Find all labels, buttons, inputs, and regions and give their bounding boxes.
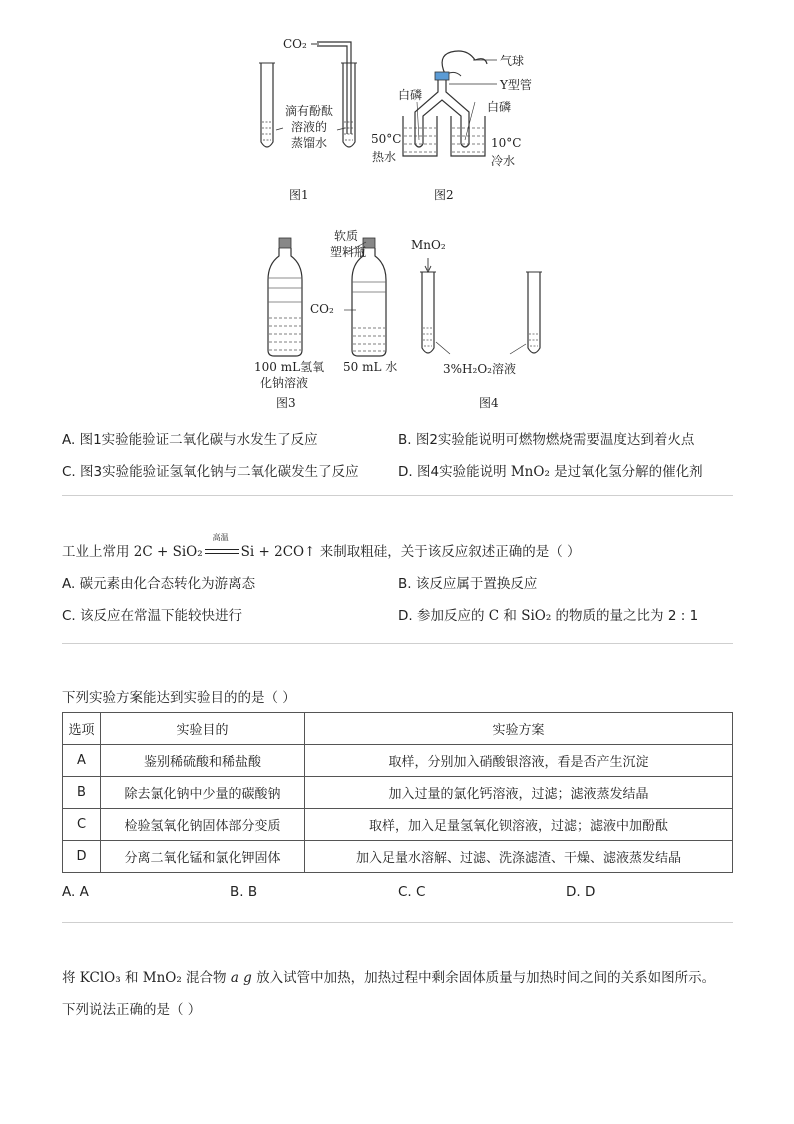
fig4-solution-label: 3%H₂O₂溶液 xyxy=(443,362,516,376)
q2-option-d-c: C xyxy=(488,608,500,624)
fig1-liquid-label-3: 蒸馏水 xyxy=(291,136,328,150)
q2-condition: 高温 xyxy=(212,533,229,542)
q4-mass: a g xyxy=(230,970,252,986)
figure-4-diagram xyxy=(410,250,560,360)
q2-equation-right: Si + 2CO↑ xyxy=(240,544,316,560)
row-option: B xyxy=(63,777,101,809)
q2-stem xyxy=(62,533,581,560)
fig2-right-temp: 10°C xyxy=(491,136,522,150)
table-row xyxy=(63,745,733,777)
header-purpose: 实验目的 xyxy=(101,713,305,745)
row-option: A xyxy=(63,745,101,777)
q4-kclo3: KClO₃ xyxy=(79,970,121,986)
q4-mno2: MnO₂ xyxy=(142,970,182,986)
q2-option-d-suffix: 的物质的量之比为 2 : 1 xyxy=(551,608,699,624)
row-purpose: 鉴别稀硫酸和稀盐酸 xyxy=(101,745,305,777)
fig3-left-liquid-2: 化钠溶液 xyxy=(260,376,309,390)
row-plan: 取样，加入足量氢氧化钡溶液，过滤；滤液中加酚酞 xyxy=(305,809,733,841)
q4-stem-line-1 xyxy=(62,966,715,986)
q4-suffix: 放入试管中加热，加热过程中剩余固体质量与加热时间之间的关系如图所示。 xyxy=(251,970,716,986)
fig4-mno2-label: MnO₂ xyxy=(411,238,446,252)
q1-option-a[interactable]: A. 图1实验能验证二氧化碳与水发生了反应 xyxy=(62,432,318,448)
q2-reaction-arrow xyxy=(205,533,239,558)
row-purpose: 除去氯化钠中少量的碳酸钠 xyxy=(101,777,305,809)
divider-2 xyxy=(62,643,733,644)
row-purpose: 检验氢氧化钠固体部分变质 xyxy=(101,809,305,841)
fig4-caption: 图4 xyxy=(479,396,499,410)
fig3-co2-label: CO₂ xyxy=(310,302,334,316)
fig3-right-liquid: 50 mL 水 xyxy=(343,360,398,374)
fig1-liquid-label-1: 滴有酚酞 xyxy=(285,104,334,118)
fig2-left-temp: 50°C xyxy=(371,132,402,146)
q1-option-b[interactable]: B. 图2实验能说明可燃物燃烧需要温度达到着火点 xyxy=(398,432,695,448)
q2-equals-lines xyxy=(205,549,239,554)
fig2-balloon-label: 气球 xyxy=(500,54,525,68)
fig2-caption: 图2 xyxy=(434,188,454,202)
q3-option-b[interactable]: B. B xyxy=(230,884,258,900)
q1-option-d-prefix: D. 图4实验能说明 xyxy=(398,464,511,480)
q2-stem-suffix: 来制取粗硅，关于该反应叙述正确的是（ ） xyxy=(315,544,581,560)
row-plan: 取样，分别加入硝酸银溶液，看是否产生沉淀 xyxy=(305,745,733,777)
q1-option-d[interactable] xyxy=(398,460,703,480)
fig2-left-phosphorus: 白磷 xyxy=(398,88,423,102)
q1-option-d-formula: MnO₂ xyxy=(510,464,550,480)
q4-prefix: 将 xyxy=(62,970,80,986)
divider-3 xyxy=(62,922,733,923)
table-row xyxy=(63,841,733,873)
row-purpose: 分离二氧化锰和氯化钾固体 xyxy=(101,841,305,873)
q2-stem-prefix: 工业上常用 xyxy=(62,544,134,560)
q4-mix: 混合物 xyxy=(181,970,231,986)
fig2-right-water: 冷水 xyxy=(491,154,516,168)
q2-option-d-sio2: SiO₂ xyxy=(521,608,552,624)
q3-stem: 下列实验方案能达到实验目的的是（ ） xyxy=(62,690,296,706)
fig1-caption: 图1 xyxy=(289,188,309,202)
q2-option-d[interactable] xyxy=(398,604,698,624)
fig3-bottle-label-2: 塑料瓶 xyxy=(330,245,367,259)
q3-experiment-table xyxy=(62,712,733,873)
fig2-right-phosphorus: 白磷 xyxy=(487,100,512,114)
q3-option-a[interactable]: A. A xyxy=(62,884,89,900)
q2-option-b[interactable]: B. 该反应属于置换反应 xyxy=(398,576,538,592)
fig1-co2-label: CO₂ xyxy=(283,37,307,51)
q2-equation-left: 2C + SiO₂ xyxy=(133,544,203,560)
fig2-ytube-label: Y型管 xyxy=(500,78,532,92)
fig3-caption: 图3 xyxy=(276,396,296,410)
row-plan: 加入足量水溶解、过滤、洗涤滤渣、干燥、滤液蒸发结晶 xyxy=(305,841,733,873)
divider-1 xyxy=(62,495,733,496)
table-row xyxy=(63,777,733,809)
q3-option-c[interactable]: C. C xyxy=(398,884,426,900)
row-plan: 加入过量的氯化钙溶液，过滤；滤液蒸发结晶 xyxy=(305,777,733,809)
fig1-liquid-label-2: 溶液的 xyxy=(291,120,328,134)
q3-option-d[interactable]: D. D xyxy=(566,884,596,900)
fig3-bottle-label-1: 软质 xyxy=(334,229,359,243)
q4-and: 和 xyxy=(120,970,143,986)
header-option: 选项 xyxy=(63,713,101,745)
table-header-row xyxy=(63,713,733,745)
q2-option-c[interactable]: C. 该反应在常温下能较快进行 xyxy=(62,608,243,624)
q1-option-d-suffix: 是过氧化氢分解的催化剂 xyxy=(549,464,703,480)
q1-option-c[interactable]: C. 图3实验能验证氢氧化钠与二氧化碳发生了反应 xyxy=(62,464,359,480)
fig3-left-liquid-1: 100 mL氢氧 xyxy=(254,360,325,374)
q4-stem-line-2: 下列说法正确的是（ ） xyxy=(62,1002,202,1018)
fig2-left-water: 热水 xyxy=(372,150,397,164)
row-option: D xyxy=(63,841,101,873)
row-option: C xyxy=(63,809,101,841)
table-row xyxy=(63,809,733,841)
q2-option-d-and: 和 xyxy=(499,608,522,624)
q2-option-d-prefix: D. 参加反应的 xyxy=(398,608,489,624)
q2-option-a[interactable]: A. 碳元素由化合态转化为游离态 xyxy=(62,576,256,592)
header-plan: 实验方案 xyxy=(305,713,733,745)
